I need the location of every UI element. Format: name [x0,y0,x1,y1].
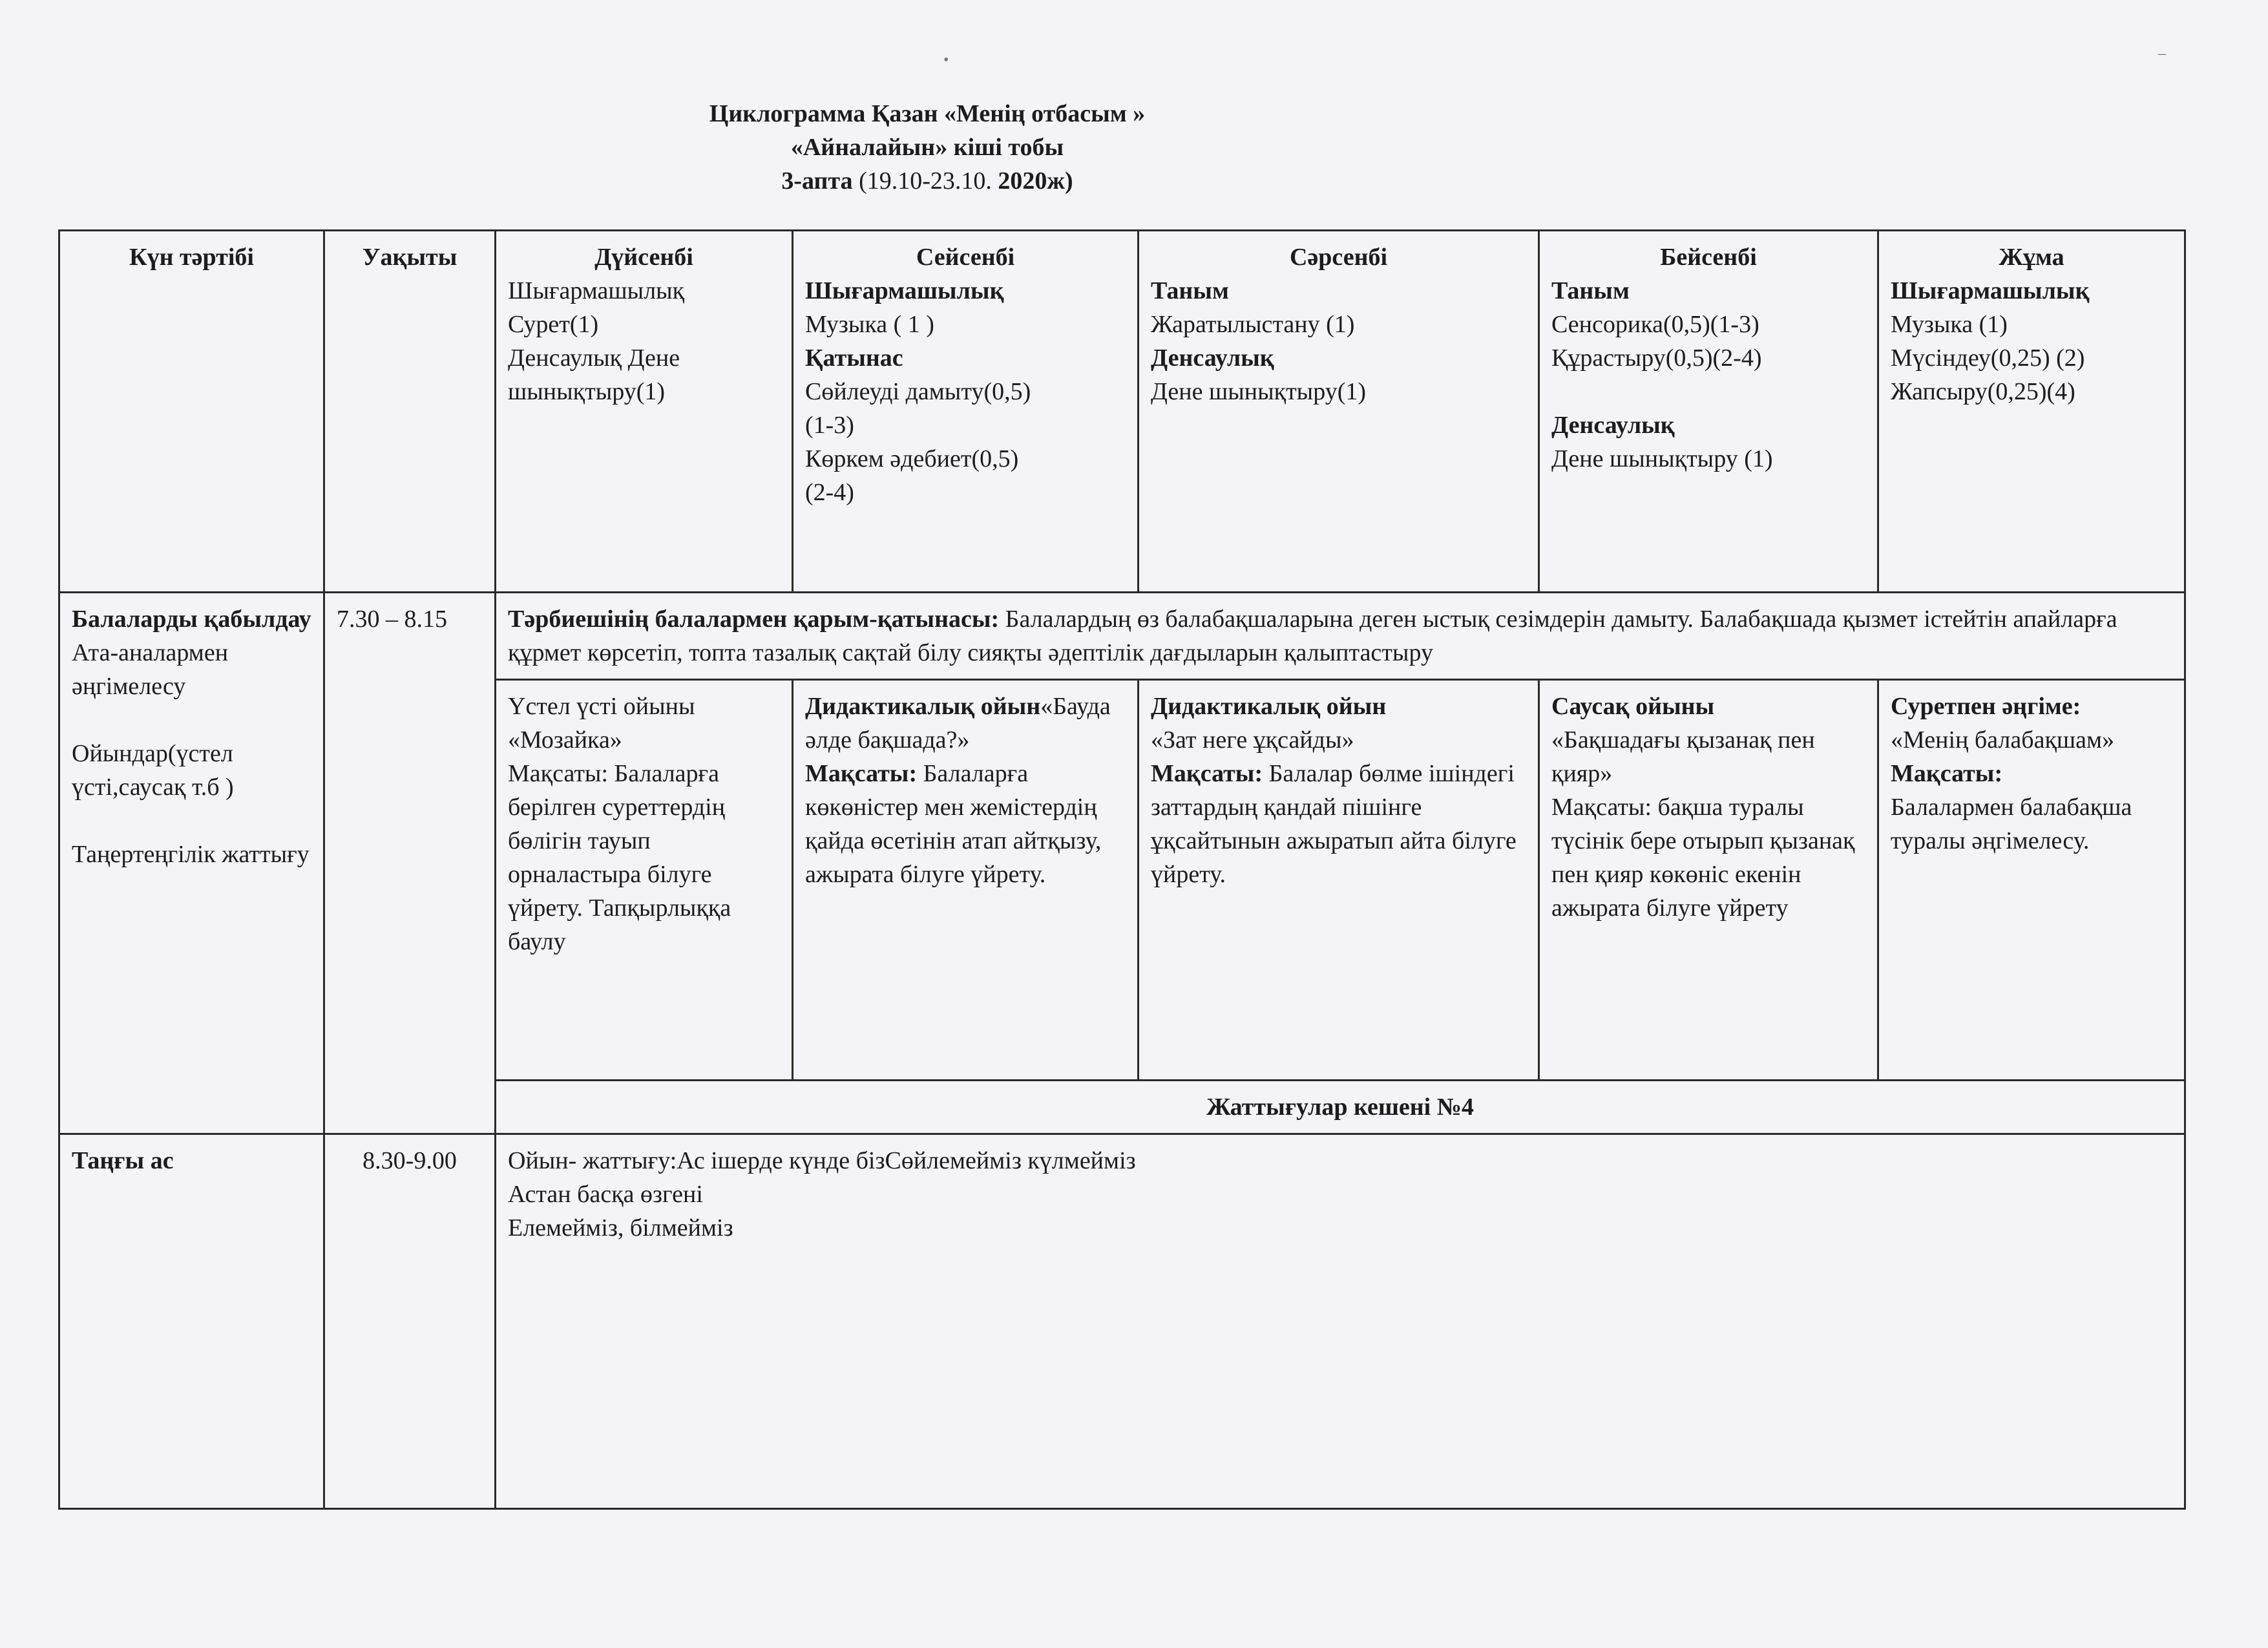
reception-line: Ата-аналармен әңгімелесу [72,639,229,700]
breakfast-time: 8.30-9.00 [324,1134,496,1509]
reception-title: Балаларды қабылдау [72,606,311,633]
scan-speck: – [2158,45,2166,62]
goal-label: Мақсаты: [805,760,918,787]
wednesday-section: Таным [1151,277,1229,304]
wednesday-line: Жаратылыстану (1) [1151,311,1355,338]
tuesday-cell [793,231,1139,593]
game-goal: Балалармен балабақша туралы әңгімелесу. [1891,794,2132,854]
game-title: Дидактикалық ойын [1151,693,1387,720]
tuesday-line: (2-4) [805,479,854,506]
breakfast-title: Таңғы ас [59,1134,324,1509]
reception-line: Ойындар(үстел үсті,саусақ т.б ) [72,740,234,801]
goal-label: Мақсаты: [1151,760,1263,787]
group-name: «Айналайын» кіші тобы [790,134,1064,161]
goal-label: Мақсаты: [1891,760,2003,787]
scan-speck: • [943,52,949,69]
tuesday-section: Шығармашылық [805,277,1004,304]
spacer [72,804,311,838]
thursday-title: Бейсенбі [1660,244,1757,271]
monday-cell [496,231,793,593]
breakfast-line: Ойын- жаттығу:Ас ішерде күнде бізСөйлемейміз күлмейміз [508,1147,1136,1174]
year-label: 2020ж) [998,167,1073,195]
thursday-line: Сенсорика(0,5)(1-3) [1551,311,1759,338]
header-row [59,231,2185,593]
friday-section: Шығармашылық [1891,277,2090,304]
game-goal: Балалар бөлме ішіндегі заттардың қандай пішінге ұқсайтынын ажыратып айта білуге үйрету. [1151,760,1517,888]
monday-line: шынықтыру(1) [508,378,666,405]
friday-game-cell [1878,680,2185,1081]
friday-title: Жұма [1999,244,2064,271]
reception-label-cell [59,593,324,1134]
game-name: «Менің балабақшам» [1891,726,2115,754]
game-goal: Мақсаты: бақша туралы түсінік бере отырып қызанақ пен қияр көкөніс екенін ажырата білуге үйрету [1551,794,1855,922]
game-title: Суретпен әңгіме: [1891,693,2081,720]
teacher-communication-cell [496,593,2185,680]
week-label: 3-апта [781,167,853,195]
game-title: Дидактикалық ойын [805,693,1041,720]
thursday-line: Құрастыру(0,5)(2-4) [1551,344,1762,372]
thursday-cell [1539,231,1878,593]
communication-label: Тәрбиешінің балалармен қарым-қатынасы: [508,606,1000,633]
wednesday-section: Денсаулық [1151,344,1274,372]
breakfast-line: Елемейміз, білмейміз [508,1214,733,1241]
monday-line: Сурет(1) [508,311,599,338]
document-title: Циклограмма Қазан «Менің отбасым » [709,100,1146,127]
game-name: «Зат неге ұқсайды» [1151,726,1354,754]
monday-line: Денсаулық Дене [508,344,680,372]
reception-line: Таңертеңгілік жаттығу [72,841,310,868]
wednesday-cell [1139,231,1539,593]
exercises-complex: Жаттығулар кешені №4 [496,1081,2185,1134]
monday-line: Шығармашылық [508,277,685,304]
week-dates [0,164,1854,198]
tuesday-line: Сөйлеуді дамыту(0,5) [805,378,1031,405]
tuesday-line: Музыка ( 1 ) [805,311,934,338]
wednesday-title: Сәрсенбі [1289,244,1388,271]
reception-time: 7.30 – 8.15 [324,593,496,1134]
game-goal: Мақсаты: Балаларға берілген суреттердің бөлігін тауып орналастыра білуге үйрету. Тапқырлыққа баулу [508,760,731,955]
reception-row [59,593,2185,680]
tuesday-game-cell [793,680,1139,1081]
tuesday-section: Қатынас [805,344,903,372]
thursday-section: Денсаулық [1551,412,1675,439]
spacer [1551,375,1865,408]
friday-line: Музыка (1) [1891,311,2008,338]
game-line: Үстел үсті ойыны [508,693,695,720]
game-goal: Балаларға көкөністер мен жемістердің қайда өсетінін атап айтқызу, ажырата білуге үйрету. [805,760,1102,888]
monday-game-cell [496,680,793,1081]
thursday-section: Таным [1551,277,1630,304]
breakfast-line: Астан басқа өзгені [508,1181,703,1208]
friday-cell [1878,231,2185,593]
column-schedule: Күн тәртібі [59,231,324,593]
spacer [72,703,311,737]
wednesday-line: Дене шынықтыру(1) [1151,378,1367,405]
game-name: «Мозайка» [508,726,622,754]
tuesday-title: Сейсенбі [916,244,1015,271]
date-range: (19.10-23.10. [852,167,998,195]
document-header [0,97,1854,198]
monday-title: Дүйсенбі [594,244,693,271]
game-title: Саусақ ойыны [1551,693,1715,720]
game-name: «Бауда әлде бақшада?» [805,693,1111,754]
thursday-line: Дене шынықтыру (1) [1551,445,1773,472]
schedule-table [58,229,2184,1490]
breakfast-row [59,1134,2185,1509]
friday-line: Мүсіндеу(0,25) (2) [1891,344,2085,372]
communication-text: Балалардың өз балабақшаларына деген ыстық сезімдерін дамыту. Балабақшада қызмет істейтін апайларға құрмет көрсетіп, топта тазалық сақтай білу сияқты әдептілік дағдыларын қалыптастыру [508,606,2117,666]
game-name: «Бақшадағы қызанақ пен қияр» [1551,726,1815,787]
thursday-game-cell [1539,680,1878,1081]
column-time: Уақыты [324,231,496,593]
tuesday-line: Көркем әдебиет(0,5) [805,445,1019,472]
breakfast-content-cell [496,1134,2185,1509]
friday-line: Жапсыру(0,25)(4) [1891,378,2075,405]
wednesday-game-cell [1139,680,1539,1081]
tuesday-line: (1-3) [805,412,854,439]
